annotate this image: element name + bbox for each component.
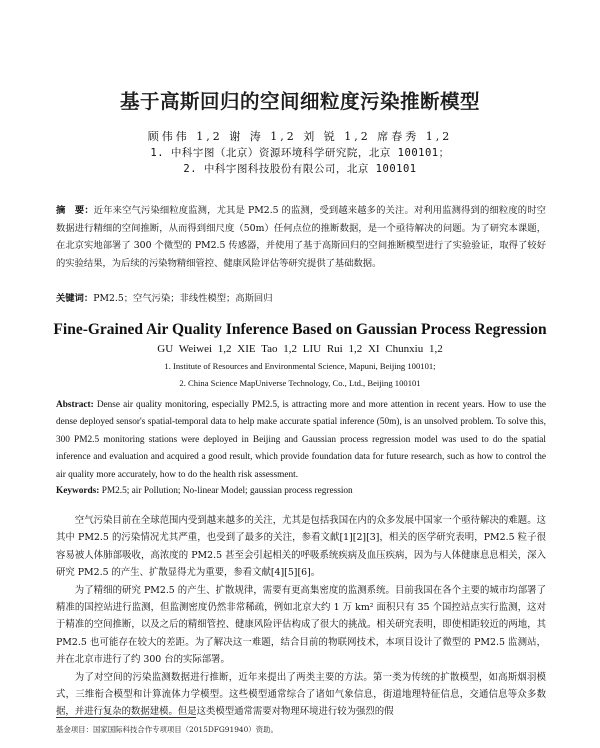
affiliation-en-1: 1. Institute of Resources and Environmental Science, Mapuni, Beijing 100101;: [164, 361, 436, 371]
keywords-cn-label: 关键词：: [56, 293, 94, 304]
abstract-en-label: Abstract:: [56, 400, 94, 410]
keywords-en: [56, 486, 546, 496]
abstract-en-text: Dense air quality monitoring, especially PM2.5, is attracting more and more attention in recent years. How to use the dense deployed sensor's spatial-temporal data to help make accurate spatial inference (50m), is an unsolved problem. To solve this, 300 PM2.5 monitoring stations were deployed in Beijing and Gaussian process regression model was used to do the spatial inference and evaluation and acquired a good result, which provide foundation data for future research, such as how to control the air quality more accurately, how to do the health risk assessment.: [56, 400, 546, 480]
title-en: Fine-Grained Air Quality Inference Based on Gaussian Process Regression: [53, 321, 547, 338]
footnote: 基金项目：国家国际科技合作专项项目（2015DFG91940）资助。: [56, 725, 278, 734]
abstract-cn: [56, 202, 546, 272]
affiliation-cn-1: 1. 中科宇图（北京）资源环境科学研究院，北京 100101；: [150, 147, 450, 159]
keywords-cn-text: PM2.5；空气污染；非线性模型；高斯回归: [93, 293, 273, 304]
keywords-cn: [56, 290, 546, 304]
authors-en: GU Weiwei 1,2 XIE Tao 1,2 LIU Rui 1,2 XI Chunxiu 1,2: [157, 343, 443, 355]
abstract-cn-text: 近年来空气污染细粒度监测，尤其是 PM2.5 的监测，受到越来越多的关注。对利用监测得到的细粒度的时空数据进行精细的空间推断，从而得到细尺度（50m）任何点位的推断数据，是一个亟待解决的问题。为了研究本课题，在北京实地部署了 300 个微型的 PM2.5 传感器，并使用了基于高斯回归的空间推断模型进行了实验验证，取得了较好的实验结果，为后续的污染物精细管控、健康风险评估等研究提供了基础数据。: [56, 205, 546, 269]
body-paragraph-2: 为了精细的研究 PM2.5 的产生、扩散规律，需要有更高集密度的监测系统。目前我国在各个主要的城市均部署了精准的国控站进行监测，但监测密度仍然非常稀疏，例如北京大约 1 万 km² 面积只有 35 个国控站点实行监测，这对于精准的空间推断，以及之后的精细管控、健康风险评估构成了很大的挑战。相关研究表明，即使相距较近的两地，其 PM2.5 也可能存在较大的差距。为了解决这一难题，结合目前的物联网技术，本项目设计了微型的 PM2.5 监测站，并在北京市进行了约 300 台的实际部署。: [56, 584, 546, 666]
body-paragraph-3: 为了对空间的污染监测数据进行推断，近年来提出了两类主要的方法。第一类为传统的扩散模型，如高斯烟羽模式，三维衔合模型和计算流体力学模型。这些模型通常综合了诸如气象信息，街道地理特征信息，交通信息等众多数据，并进行复杂的数据建模。但是这类模型通常需要对物理环境进行较为强烈的假: [56, 671, 546, 718]
abstract-cn-label: 摘 要：: [56, 205, 94, 216]
affiliation-en-2: 2. China Science MapUniverse Technology, Co., Ltd., Beijing 100101: [179, 378, 421, 388]
body-text: [56, 512, 546, 721]
body-paragraph-1: 空气污染目前在全球范围内受到越来越多的关注，尤其是包括我国在内的众多发展中国家一个亟待解决的难题。这其中 PM2.5 的污染情况尤其严重，也受到了最多的关注，参看文献[1][2][3]，相关的医学研究表明，PM2.5 粒子很容易被人体肺部吸收，高浓度的 PM2.5 甚至会引起相关的呼吸系统疾病及血压疾病，因为与人体健康息息相关，深入研究 PM2.5 的产生、扩散显得尤为重要，参看文献[4][5][6]。: [56, 515, 546, 579]
title-cn: 基于高斯回归的空间细粒度污染推断模型: [119, 90, 480, 113]
authors-cn: 顾伟伟 1,2 谢 涛 1,2 刘 锐 1,2 席春秀 1,2: [147, 130, 453, 143]
affiliation-cn-2: 2. 中科宇图科技股份有限公司，北京 100101: [183, 163, 417, 175]
abstract-en: [56, 397, 546, 484]
footnote-divider: [56, 717, 196, 718]
keywords-en-text: PM2.5; air Pollution; No-linear Model; gaussian process regression: [101, 486, 353, 496]
keywords-en-label: Keywords:: [56, 486, 100, 496]
